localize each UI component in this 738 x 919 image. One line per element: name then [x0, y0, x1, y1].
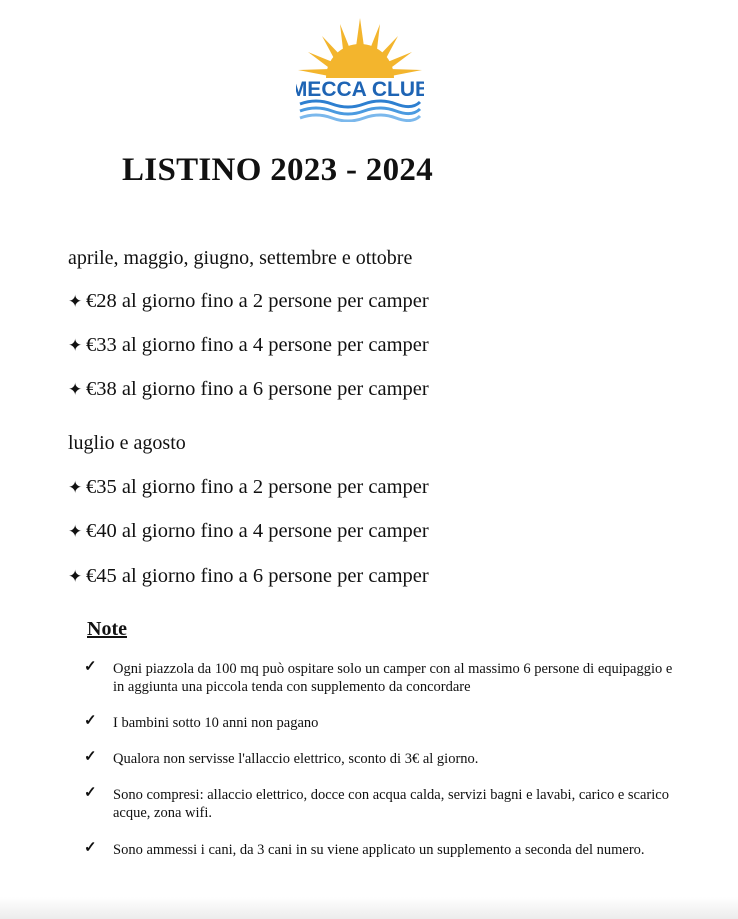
- price-row: [68, 334, 429, 357]
- price-row: [68, 476, 429, 499]
- season-heading-spring-autumn: aprile, maggio, giugno, settembre e ottobre: [68, 247, 413, 269]
- note-text: I bambini sotto 10 anni non pagano: [113, 715, 319, 731]
- price-text: €33 al giorno fino a 4 persone per camper: [86, 334, 429, 356]
- price-text: €28 al giorno fino a 2 persone per camper: [86, 290, 429, 312]
- page-bottom-shadow: [0, 897, 738, 919]
- season-heading-summer: luglio e agosto: [68, 432, 186, 454]
- star-bullet-icon: ✦: [68, 380, 83, 399]
- price-text: €40 al giorno fino a 4 persone per camper: [86, 520, 429, 542]
- note-item: [84, 750, 684, 768]
- note-text: Qualora non servisse l'allaccio elettrico, sconto di 3€ al giorno.: [113, 751, 479, 767]
- mecca-club-logo: [296, 14, 424, 122]
- notes-heading: Note: [87, 618, 127, 640]
- note-item: [84, 841, 684, 859]
- check-icon: ✓: [84, 659, 97, 675]
- star-bullet-icon: ✦: [68, 478, 83, 497]
- logo-text: MECCA CLUB: [296, 78, 424, 101]
- check-icon: ✓: [84, 785, 97, 801]
- star-bullet-icon: ✦: [68, 567, 83, 586]
- price-text: €35 al giorno fino a 2 persone per camper: [86, 476, 429, 498]
- star-bullet-icon: ✦: [68, 522, 83, 541]
- check-icon: ✓: [84, 749, 97, 765]
- price-row: [68, 290, 429, 313]
- check-icon: ✓: [84, 713, 97, 729]
- note-item: [84, 786, 684, 822]
- check-icon: ✓: [84, 840, 97, 856]
- star-bullet-icon: ✦: [68, 292, 83, 311]
- price-row: [68, 378, 429, 401]
- star-bullet-icon: ✦: [68, 336, 83, 355]
- note-text: Ogni piazzola da 100 mq può ospitare solo un camper con al massimo 6 persone di equipaggio e in aggiunta una piccola tenda con supplemento da concordare: [113, 661, 673, 695]
- price-list-title: LISTINO 2023 - 2024: [122, 152, 433, 188]
- note-text: Sono compresi: allaccio elettrico, docce con acqua calda, servizi bagni e lavabi, carico e scarico acque, zona wifi.: [113, 787, 669, 821]
- price-text: €38 al giorno fino a 6 persone per camper: [86, 378, 429, 400]
- note-item: [84, 660, 684, 696]
- note-text: Sono ammessi i cani, da 3 cani in su viene applicato un supplemento a seconda del numero.: [113, 842, 645, 858]
- note-item: [84, 714, 684, 732]
- price-row: [68, 520, 429, 543]
- price-row: [68, 565, 429, 588]
- price-text: €45 al giorno fino a 6 persone per camper: [86, 565, 429, 587]
